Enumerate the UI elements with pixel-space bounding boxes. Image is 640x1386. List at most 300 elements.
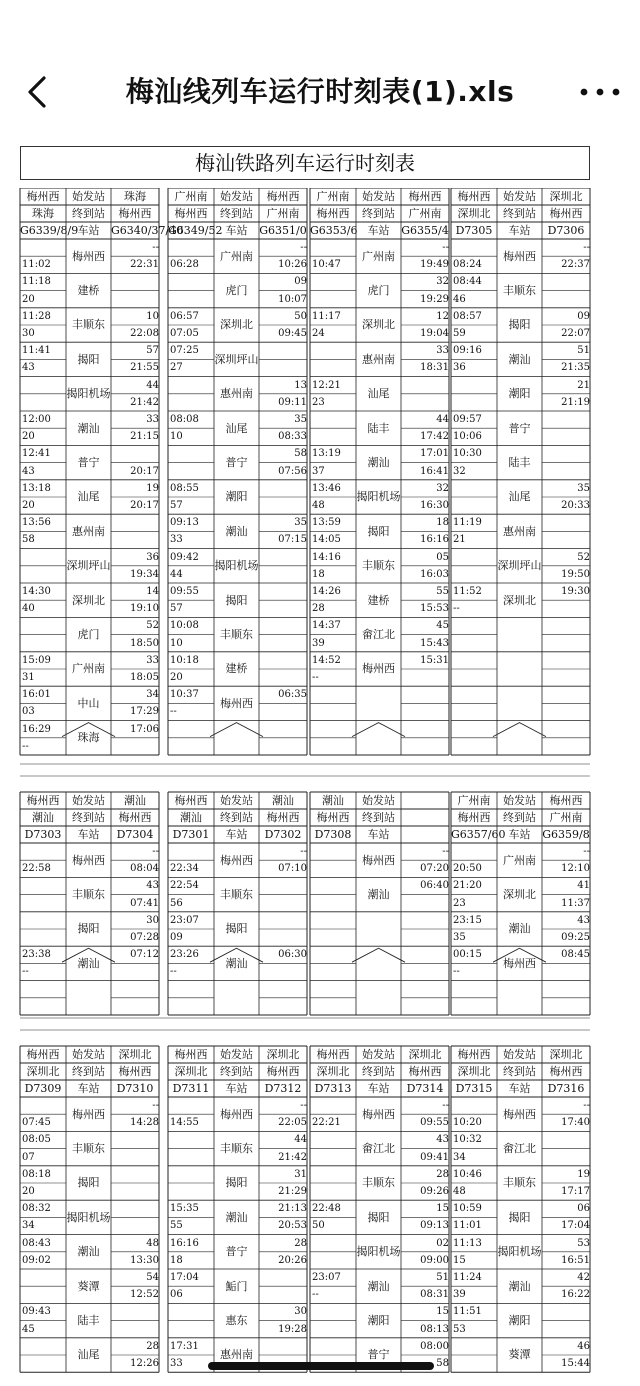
table-cell[interactable]: 19:28 [278, 1323, 307, 1335]
table-cell[interactable] [451, 1355, 499, 1372]
table-cell[interactable] [259, 480, 309, 497]
table-cell[interactable]: 陆丰 [77, 1314, 100, 1327]
table-cell[interactable]: 06:35 [278, 689, 307, 701]
table-cell[interactable]: 40 [22, 603, 35, 615]
table-cell[interactable]: 14:05 [312, 534, 341, 546]
table-cell[interactable]: 56 [170, 897, 183, 909]
table-cell[interactable]: 14:16 [312, 551, 341, 563]
table-cell[interactable]: 21:15 [130, 431, 159, 443]
table-cell[interactable]: -- [152, 242, 159, 253]
table-cell[interactable]: -- [22, 966, 29, 978]
table-cell[interactable]: 06:57 [170, 310, 199, 322]
table-cell[interactable]: D7315 [455, 1082, 493, 1095]
table-cell[interactable]: 揭阳机场 [214, 559, 259, 573]
table-cell[interactable] [542, 981, 592, 998]
table-cell[interactable]: 08:43 [22, 1237, 51, 1249]
table-cell[interactable]: 10:47 [312, 259, 341, 271]
table-cell[interactable]: 16:03 [420, 568, 449, 580]
table-cell[interactable]: 08:18 [22, 1168, 51, 1180]
table-cell[interactable]: 梅州西 [362, 853, 395, 867]
table-cell[interactable]: 16:16 [420, 534, 449, 546]
table-cell[interactable] [310, 1321, 358, 1338]
table-cell[interactable]: 揭阳机场 [497, 1245, 542, 1259]
table-cell[interactable]: 广州南 [362, 249, 395, 263]
table-cell[interactable]: 31 [294, 1168, 307, 1180]
table-cell[interactable]: 10:30 [453, 448, 482, 460]
table-cell[interactable]: 汕尾 [225, 421, 248, 435]
table-cell[interactable]: 车站 [225, 224, 248, 237]
table-cell[interactable]: 18:50 [130, 637, 159, 649]
table-cell[interactable]: 潮汕 [225, 524, 248, 538]
table-cell[interactable]: 10:18 [170, 654, 199, 666]
table-cell[interactable]: D7308 [314, 828, 352, 841]
table-cell[interactable] [259, 738, 309, 755]
table-cell[interactable]: 11:01 [453, 1220, 482, 1232]
table-cell[interactable]: 12:00 [22, 414, 51, 425]
table-cell[interactable]: 28 [146, 1340, 159, 1352]
table-cell[interactable]: 19:04 [420, 328, 449, 339]
table-cell[interactable]: 07:56 [278, 465, 307, 477]
table-cell[interactable]: 揭阳 [367, 524, 390, 538]
table-cell[interactable]: 20 [170, 672, 183, 683]
table-cell[interactable]: 14:37 [312, 620, 341, 632]
table-cell[interactable] [310, 1252, 358, 1269]
table-cell[interactable] [168, 377, 216, 394]
table-cell[interactable]: 梅州西 [549, 794, 583, 807]
table-cell[interactable]: D7304 [116, 828, 154, 841]
table-cell[interactable]: 11:18 [22, 276, 51, 288]
table-cell[interactable]: 22:58 [22, 863, 51, 875]
table-cell[interactable]: 20 [22, 1186, 35, 1197]
table-cell[interactable]: 44 [436, 414, 449, 425]
table-cell[interactable] [214, 989, 259, 1006]
table-cell[interactable]: 33 [436, 345, 449, 357]
table-cell[interactable] [259, 669, 309, 686]
table-cell[interactable]: 梅州西 [26, 1048, 60, 1061]
table-cell[interactable] [20, 929, 68, 946]
table-cell[interactable]: 丰顺东 [72, 318, 105, 332]
table-cell[interactable] [259, 981, 309, 998]
table-cell[interactable]: 始发站 [72, 794, 105, 807]
table-cell[interactable] [111, 981, 161, 998]
table-cell[interactable]: 08:57 [453, 310, 482, 322]
table-cell[interactable] [20, 877, 68, 894]
table-cell[interactable] [451, 566, 499, 583]
table-cell[interactable]: 21:42 [130, 396, 159, 408]
table-cell[interactable]: D7301 [172, 828, 210, 841]
table-cell[interactable]: 21:42 [278, 1151, 307, 1163]
table-cell[interactable]: 终到站 [72, 207, 105, 220]
table-cell[interactable]: 始发站 [362, 190, 395, 203]
table-cell[interactable]: 09:55 [170, 586, 199, 597]
table-cell[interactable]: 建桥 [367, 593, 390, 607]
table-cell[interactable]: 22:34 [170, 863, 199, 875]
table-cell[interactable]: 16:41 [420, 465, 449, 477]
more-button[interactable] [572, 70, 628, 114]
table-cell[interactable]: 揭阳机场 [66, 1210, 111, 1224]
table-cell[interactable]: 21 [453, 534, 466, 546]
table-cell[interactable] [451, 497, 499, 514]
table-cell[interactable]: 21:13 [278, 1203, 307, 1215]
table-cell[interactable]: -- [442, 242, 449, 253]
table-cell[interactable] [20, 895, 68, 912]
table-cell[interactable]: 深圳北 [174, 1065, 208, 1078]
table-cell[interactable]: 车站 [367, 828, 390, 841]
table-cell[interactable]: 24 [312, 328, 325, 339]
table-cell[interactable]: 35 [577, 482, 590, 494]
table-cell[interactable] [310, 963, 358, 980]
table-cell[interactable] [401, 981, 451, 998]
table-cell[interactable]: 36 [453, 362, 466, 374]
table-cell[interactable]: 丰顺东 [220, 1142, 253, 1155]
table-cell[interactable] [168, 273, 216, 290]
table-cell[interactable] [451, 652, 499, 669]
table-cell[interactable]: 惠东 [225, 1314, 248, 1327]
table-cell[interactable]: 10:06 [453, 431, 482, 443]
table-cell[interactable]: 21:29 [278, 1186, 307, 1197]
table-cell[interactable]: 07:25 [170, 345, 199, 357]
table-cell[interactable] [310, 738, 358, 755]
table-cell[interactable] [259, 929, 309, 946]
table-cell[interactable]: 08:13 [420, 1323, 449, 1335]
table-cell[interactable]: 潮汕 [508, 922, 531, 936]
table-cell[interactable]: 08:04 [130, 863, 159, 875]
table-cell[interactable]: 梅州西 [503, 956, 536, 970]
table-cell[interactable] [20, 912, 68, 929]
table-cell[interactable]: 始发站 [503, 190, 536, 203]
table-cell[interactable] [310, 1166, 358, 1183]
table-cell[interactable]: 丰顺东 [72, 888, 105, 901]
table-cell[interactable]: 09:16 [453, 345, 482, 357]
table-cell[interactable]: 深圳北 [549, 190, 583, 203]
table-cell[interactable] [259, 703, 309, 720]
table-cell[interactable]: 梅州西 [266, 1065, 300, 1078]
table-cell[interactable]: 33 [170, 1358, 183, 1369]
table-cell[interactable] [401, 686, 451, 703]
table-cell[interactable]: 22:31 [130, 259, 159, 271]
table-cell[interactable]: 11:41 [22, 345, 51, 357]
table-cell[interactable] [451, 549, 499, 566]
table-cell[interactable]: 广州南 [72, 662, 105, 676]
table-cell[interactable] [259, 1338, 309, 1355]
table-cell[interactable]: 09:42 [170, 551, 199, 563]
table-cell[interactable]: 广州南 [316, 190, 350, 203]
table-cell[interactable]: 08:45 [561, 949, 590, 961]
table-cell[interactable] [542, 686, 592, 703]
table-cell[interactable]: 21 [577, 379, 590, 391]
table-cell[interactable]: 深圳坪山 [66, 559, 111, 573]
table-cell[interactable]: 11:02 [22, 259, 51, 271]
table-cell[interactable]: 09:41 [420, 1151, 449, 1163]
table-cell[interactable]: 梅州西 [503, 249, 536, 263]
table-cell[interactable]: 广州南 [174, 190, 208, 203]
table-cell[interactable]: 58 [294, 448, 307, 460]
table-cell[interactable] [310, 1235, 358, 1252]
table-cell[interactable]: 深圳北 [457, 207, 491, 220]
table-cell[interactable]: 潮汕 [225, 1210, 248, 1224]
table-cell[interactable]: 17:01 [420, 448, 449, 460]
table-cell[interactable]: 05 [436, 551, 449, 563]
table-cell[interactable] [310, 411, 358, 428]
table-cell[interactable] [542, 738, 592, 755]
table-cell[interactable] [111, 1217, 161, 1234]
table-cell[interactable] [542, 273, 592, 290]
table-cell[interactable]: 潮汕 [225, 956, 248, 970]
table-cell[interactable] [542, 1131, 592, 1148]
table-cell[interactable]: 潮汕 [272, 794, 294, 807]
table-cell[interactable]: 丰顺东 [362, 559, 395, 573]
table-cell[interactable]: 普宁 [367, 1348, 390, 1362]
table-cell[interactable]: 19:30 [561, 586, 590, 597]
table-cell[interactable]: 07:12 [130, 949, 159, 961]
table-cell[interactable]: 20:50 [453, 863, 482, 875]
table-cell[interactable]: -- [442, 1100, 449, 1111]
table-cell[interactable] [259, 359, 309, 376]
table-cell[interactable] [451, 843, 499, 860]
table-cell[interactable]: 52 [146, 620, 159, 632]
table-cell[interactable]: 09 [577, 310, 590, 322]
table-cell[interactable] [451, 998, 499, 1015]
table-cell[interactable]: 07:41 [130, 897, 159, 909]
table-cell[interactable]: 12:10 [561, 863, 590, 875]
table-cell[interactable]: 43 [577, 914, 590, 926]
table-cell[interactable]: 14 [146, 586, 159, 597]
table-cell[interactable] [542, 1303, 592, 1320]
table-cell[interactable]: 09:55 [420, 1117, 449, 1129]
table-cell[interactable]: 08:33 [278, 431, 307, 443]
table-cell[interactable]: 汕尾 [77, 1348, 100, 1362]
table-cell[interactable]: 深圳北 [26, 1065, 60, 1078]
table-cell[interactable]: 15:44 [561, 1358, 590, 1369]
table-cell[interactable]: 07:28 [130, 932, 159, 943]
table-cell[interactable] [310, 342, 358, 359]
table-cell[interactable] [451, 377, 499, 394]
table-cell[interactable]: 深圳坪山 [497, 559, 542, 573]
table-cell[interactable]: 揭阳 [77, 352, 100, 366]
table-cell[interactable]: 32 [436, 276, 449, 288]
table-cell[interactable]: 18:31 [420, 362, 449, 374]
table-cell[interactable]: 06:28 [170, 259, 199, 271]
table-cell[interactable] [451, 703, 499, 720]
table-cell[interactable] [451, 721, 499, 738]
table-cell[interactable]: 车站 [508, 1082, 531, 1095]
table-cell[interactable]: 梅州西 [174, 794, 208, 807]
table-cell[interactable]: 51 [577, 345, 590, 357]
home-indicator[interactable] [208, 1362, 434, 1370]
table-cell[interactable]: 终到站 [72, 811, 105, 824]
table-cell[interactable]: 梅州西 [549, 1065, 583, 1078]
table-cell[interactable]: 终到站 [503, 1065, 536, 1078]
table-cell[interactable]: 11:24 [453, 1272, 482, 1283]
table-cell[interactable]: 揭阳 [508, 318, 531, 332]
table-cell[interactable]: 丰顺东 [503, 1176, 536, 1190]
table-cell[interactable] [310, 239, 358, 256]
table-cell[interactable]: 丰顺东 [220, 888, 253, 901]
table-cell[interactable] [401, 394, 451, 411]
table-cell[interactable]: 13 [294, 379, 307, 391]
table-cell[interactable]: 车站 [367, 1082, 390, 1095]
table-cell[interactable] [542, 721, 592, 738]
table-cell[interactable]: 陆丰 [367, 421, 390, 435]
table-cell[interactable]: 梅州西 [362, 662, 395, 676]
table-cell[interactable]: 潮阳 [367, 1314, 390, 1327]
table-cell[interactable]: D7311 [172, 1082, 210, 1095]
table-cell[interactable]: 30 [146, 914, 159, 926]
table-cell[interactable] [497, 660, 542, 677]
table-cell[interactable]: 鮜门 [225, 1279, 248, 1293]
table-cell[interactable]: D7312 [264, 1082, 302, 1095]
table-cell[interactable]: 梅州西 [26, 190, 60, 203]
table-cell[interactable]: 57 [170, 603, 183, 615]
table-cell[interactable]: 54 [146, 1272, 159, 1283]
table-cell[interactable]: 16:30 [420, 500, 449, 511]
table-cell[interactable]: 07:10 [278, 863, 307, 875]
table-cell[interactable]: 20 [22, 500, 35, 511]
table-cell[interactable] [401, 792, 449, 809]
table-cell[interactable]: 23:07 [312, 1272, 341, 1283]
table-cell[interactable] [168, 721, 216, 738]
table-cell[interactable]: 50 [294, 310, 307, 322]
table-cell[interactable]: -- [583, 242, 590, 253]
table-cell[interactable]: 32 [436, 482, 449, 494]
table-cell[interactable] [451, 239, 499, 256]
table-cell[interactable]: 22:37 [561, 259, 590, 271]
table-cell[interactable] [168, 445, 216, 462]
table-cell[interactable]: 39 [453, 1289, 466, 1301]
table-cell[interactable] [259, 635, 309, 652]
table-cell[interactable] [259, 617, 309, 634]
table-cell[interactable] [259, 895, 309, 912]
table-cell[interactable]: 梅州西 [72, 1107, 105, 1121]
table-cell[interactable]: 深圳北 [72, 593, 105, 607]
table-cell[interactable] [168, 1149, 216, 1166]
table-cell[interactable] [401, 929, 451, 946]
table-cell[interactable]: 15:43 [420, 637, 449, 649]
table-cell[interactable]: 43 [436, 1134, 449, 1146]
table-cell[interactable] [542, 1321, 592, 1338]
table-cell[interactable]: 09:00 [420, 1254, 449, 1266]
table-cell[interactable]: 10 [170, 431, 183, 443]
table-cell[interactable] [168, 981, 216, 998]
table-cell[interactable]: 09 [294, 276, 307, 288]
table-cell[interactable] [111, 273, 161, 290]
table-cell[interactable]: 普宁 [225, 456, 248, 469]
table-cell[interactable] [20, 377, 68, 394]
table-cell[interactable]: -- [300, 1100, 307, 1111]
table-cell[interactable]: 21:55 [130, 362, 159, 374]
table-cell[interactable]: 27 [170, 362, 183, 374]
table-cell[interactable]: 07:20 [420, 863, 449, 875]
table-cell[interactable]: 珠海 [77, 731, 100, 745]
table-cell[interactable] [310, 291, 358, 308]
table-cell[interactable]: -- [453, 603, 460, 615]
table-cell[interactable] [310, 929, 358, 946]
table-cell[interactable]: 终到站 [362, 1065, 395, 1078]
table-cell[interactable]: 09 [170, 932, 183, 943]
table-cell[interactable]: 梅州西 [174, 1048, 208, 1061]
table-cell[interactable]: 19:10 [130, 603, 159, 615]
table-cell[interactable]: 34 [146, 689, 159, 701]
table-cell[interactable]: 13:30 [130, 1254, 159, 1266]
table-cell[interactable]: 葵潭 [77, 1279, 100, 1293]
table-cell[interactable] [259, 998, 309, 1015]
table-cell[interactable]: 09:57 [453, 414, 482, 425]
table-cell[interactable] [20, 1338, 68, 1355]
table-cell[interactable]: 17:04 [170, 1272, 199, 1283]
table-cell[interactable]: 10 [146, 310, 159, 322]
table-cell[interactable] [20, 617, 68, 634]
table-cell[interactable]: 11:17 [312, 310, 341, 322]
table-cell[interactable] [20, 998, 68, 1015]
table-cell[interactable] [401, 946, 451, 963]
table-cell[interactable]: 37 [312, 465, 325, 477]
table-cell[interactable]: 17:17 [561, 1186, 590, 1197]
table-cell[interactable] [542, 411, 592, 428]
table-cell[interactable]: 13:18 [22, 482, 51, 494]
table-cell[interactable] [451, 394, 499, 411]
table-cell[interactable]: 揭阳机场 [356, 490, 401, 504]
table-cell[interactable]: 06:30 [278, 949, 307, 961]
table-cell[interactable] [259, 721, 309, 738]
table-cell[interactable]: 潮阳 [508, 387, 531, 401]
table-cell[interactable]: 19 [577, 1168, 590, 1180]
table-cell[interactable]: 07:05 [170, 328, 199, 339]
table-cell[interactable]: 梅州西 [457, 811, 491, 824]
table-cell[interactable] [542, 514, 592, 531]
table-cell[interactable]: 潮汕 [77, 956, 100, 970]
table-cell[interactable]: 33 [170, 534, 183, 546]
table-cell[interactable]: 畲江北 [362, 628, 395, 641]
table-cell[interactable] [111, 1166, 161, 1183]
table-cell[interactable]: G6349/52 [168, 224, 223, 237]
table-cell[interactable]: 潮汕 [508, 1279, 531, 1293]
table-cell[interactable]: 虎门 [367, 284, 390, 297]
table-cell[interactable]: 始发站 [503, 794, 536, 807]
table-cell[interactable]: 广州南 [408, 207, 442, 220]
table-cell[interactable] [20, 239, 68, 256]
table-cell[interactable] [20, 549, 68, 566]
table-cell[interactable]: 32 [453, 465, 466, 477]
table-cell[interactable]: 梅州西 [118, 207, 152, 220]
table-cell[interactable]: 畲江北 [362, 1142, 395, 1155]
table-cell[interactable] [259, 566, 309, 583]
table-cell[interactable]: D7314 [406, 1082, 444, 1095]
table-cell[interactable]: 50 [312, 1220, 325, 1232]
table-cell[interactable] [401, 738, 451, 755]
table-cell[interactable] [542, 998, 592, 1015]
table-cell[interactable]: 丰顺东 [503, 284, 536, 297]
table-cell[interactable]: 46 [577, 1340, 590, 1352]
table-cell[interactable] [310, 1131, 358, 1148]
table-cell[interactable]: 深圳北 [266, 1048, 300, 1061]
table-cell[interactable] [310, 1338, 358, 1355]
table-cell[interactable]: 16:51 [561, 1254, 590, 1266]
table-cell[interactable]: 梅州西 [72, 249, 105, 263]
table-cell[interactable]: 车站 [77, 828, 100, 841]
table-cell[interactable]: 09:13 [170, 517, 199, 529]
table-cell[interactable]: 31 [22, 672, 35, 683]
table-cell[interactable]: 惠州南 [220, 387, 253, 401]
table-cell[interactable] [310, 359, 358, 376]
table-cell[interactable]: 深圳北 [549, 1048, 583, 1061]
table-cell[interactable] [259, 912, 309, 929]
table-cell[interactable]: 08:55 [170, 482, 199, 494]
table-cell[interactable] [310, 946, 358, 963]
table-cell[interactable] [168, 998, 216, 1015]
table-cell[interactable]: 车站 [508, 224, 531, 237]
table-cell[interactable]: 11:52 [453, 586, 482, 597]
table-cell[interactable]: 梅州西 [316, 207, 350, 220]
